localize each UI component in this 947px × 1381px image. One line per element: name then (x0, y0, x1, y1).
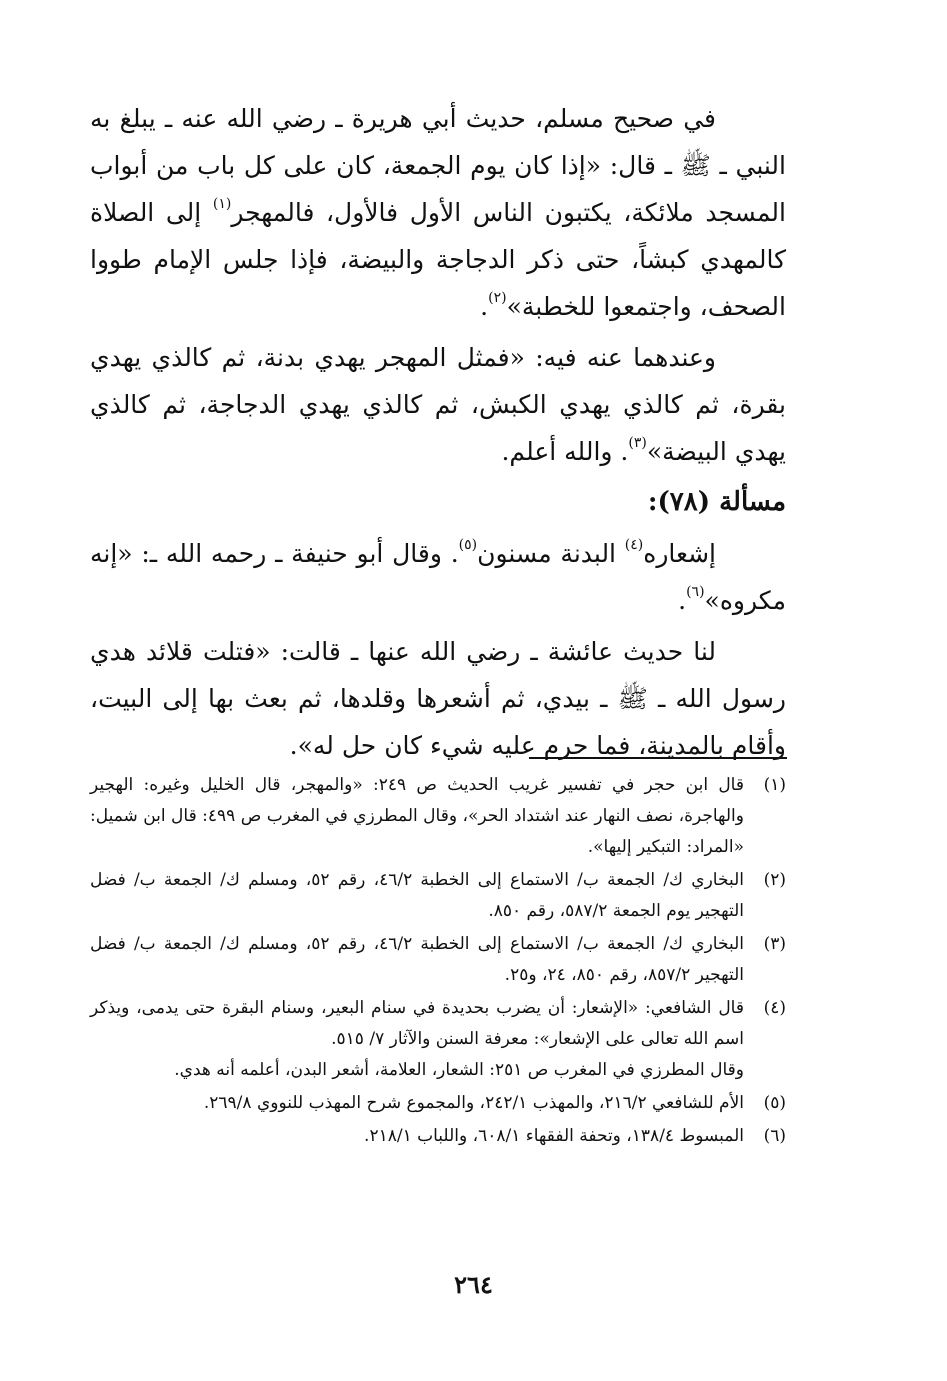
paragraph-3 (90, 530, 786, 624)
footnote-text: البخاري ك/ الجمعة ب/ الاستماع إلى الخطبة ٤٦/٢، رقم ٥٢، ومسلم ك/ الجمعة ب/ فضل التهجير ٨٥٧/٢، رقم ٨٥٠، ٢٤، و٢٥. (90, 934, 744, 985)
paragraph-3-text-c: . وقال أبو حنيفة ـ رحمه الله ـ: «إنه مكروه» (90, 539, 786, 615)
paragraph-3-text-b: البدنة مسنون (477, 539, 625, 568)
paragraph-2-text-b: . والله أعلم. (501, 437, 629, 466)
footnote-ref-5: (٥) (458, 536, 478, 553)
footnote-ref-3: (٣) (628, 434, 647, 451)
footnotes (90, 770, 786, 1154)
footnote-number: (٥) (763, 1093, 786, 1113)
footnote-5 (90, 1088, 786, 1119)
page-number: ٢٦٤ (454, 1270, 493, 1299)
footnote-number: (٣) (763, 934, 786, 954)
footnote-divider (529, 757, 787, 759)
footnote-ref-1: (١) (212, 195, 232, 212)
footnote-text-part: وقال المطرزي في المغرب ص ٢٥١: الشعار، العلامة، أشعر البدن، أعلمه أنه هدي. (174, 1060, 744, 1080)
footnote-text: الأم للشافعي ٢١٦/٢، والمهذب ٢٤٢/١، والمجموع شرح المهذب للنووي ٢٦٩/٨. (203, 1093, 744, 1113)
footnote-number: (٢) (763, 870, 786, 890)
footnote-ref-4: (٤) (624, 536, 644, 553)
footnote-text-part: قال الشافعي: «الإشعار: أن يضرب بحديدة في سنام البعير، وسنام البقرة حتى يدمى، ويذكر اسم الله تعالى على الإشعار»: معرفة السنن والآثار ٧/ ٥١٥. (90, 998, 744, 1049)
paragraph-2 (90, 334, 786, 475)
footnote-number: (٤) (763, 998, 786, 1018)
footnote-text: قال ابن حجر في تفسير غريب الحديث ص ٢٤٩: «والمهجر، قال الخليل وغيره: الهجير والهاجرة، نصف النهار عند اشتداد الحر»، وقال المطرزي في المغرب ص ٤٩٩: قال ابن شميل: «المراد: التبكير إليها». (90, 775, 744, 857)
paragraph-1-text-a: في صحيح مسلم، حديث أبي هريرة ـ رضي الله عنه ـ يبلغ به النبي ـ ﷺ ـ قال: «إذا كان يوم الجمعة، كان على كل باب من أبواب المسجد ملائكة، يكتبون الناس الأول فالأول، فالمهجر (90, 104, 786, 227)
footnote-text: المبسوط ١٣٨/٤، وتحفة الفقهاء ٦٠٨/١، واللباب ٢١٨/١. (364, 1126, 744, 1146)
footnote-text: البخاري ك/ الجمعة ب/ الاستماع إلى الخطبة ٤٦/٢، رقم ٥٢، ومسلم ك/ الجمعة ب/ فضل التهجير يوم الجمعة ٥٨٧/٢، رقم ٨٥٠. (90, 870, 744, 921)
footnote-number: (٦) (763, 1126, 786, 1146)
paragraph-4: لنا حديث عائشة ـ رضي الله عنها ـ قالت: «فتلت قلائد هدي رسول الله ـ ﷺ ـ بيدي، ثم أشعرها وقلدها، ثم بعث بها إلى البيت، وأقام بالمدينة، فما حرم عليه شيء كان حل له». (90, 637, 786, 760)
footnote-2 (90, 865, 786, 927)
footnote-number: (١) (763, 775, 786, 795)
footnote-6 (90, 1121, 786, 1152)
footnote-text (90, 993, 744, 1086)
footnote-1 (90, 770, 786, 863)
footnote-ref-2: (٢) (488, 289, 507, 306)
section-heading: مسألة (٧٨): (647, 487, 786, 517)
paragraph-3-text-d: . (678, 586, 687, 615)
footnote-3 (90, 929, 786, 991)
paragraph-1-text-c: . (480, 292, 489, 321)
footnote-ref-6: (٦) (686, 583, 705, 600)
main-text (90, 95, 786, 773)
footnote-4 (90, 993, 786, 1086)
paragraph-3-text-a: إشعاره (643, 539, 716, 568)
paragraph-1-text-b: إلى الصلاة كالمهدي كبشاً، حتى ذكر الدجاجة والبيضة، فإذا جلس الإمام طووا الصحف، واجتمعوا للخطبة» (90, 198, 786, 321)
paragraph-1 (90, 95, 786, 330)
paragraph-2-text-a: وعندهما عنه فيه: «فمثل المهجر يهدي بدنة، ثم كالذي يهدي بقرة، ثم كالذي يهدي الكبش، ثم كالذي يهدي الدجاجة، ثم كالذي يهدي البيضة» (90, 343, 786, 466)
